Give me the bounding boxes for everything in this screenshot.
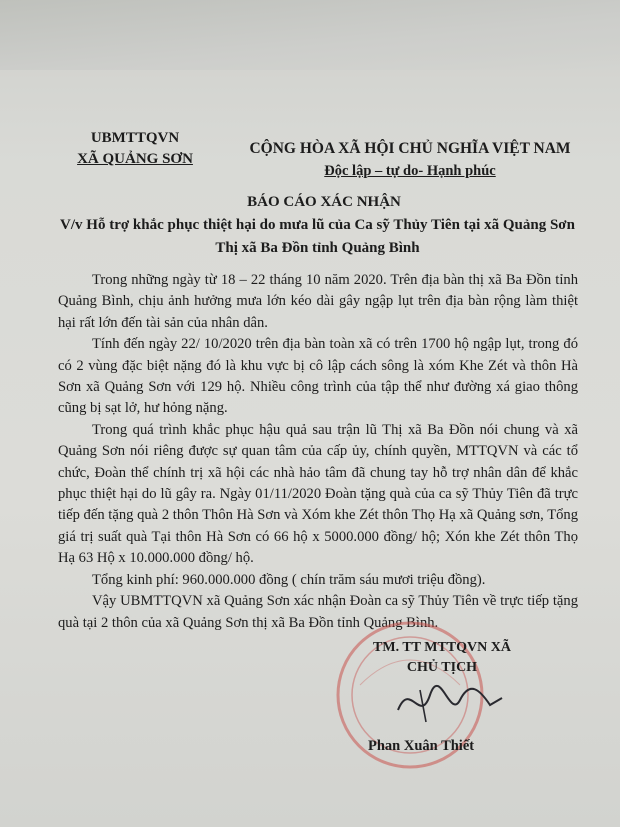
organization-name: UBMTTQVN [90, 130, 180, 146]
subject-line-1: V/v Hỗ trợ khắc phục thiệt hại do mưa lũ của Ca sỹ Thủy Tiên tại xã Quảng Sơn [60, 217, 575, 233]
signature-title-line1: TM. TT MTTQVN XÃ [373, 640, 511, 655]
national-header [245, 138, 575, 182]
paragraph-2: Tính đến ngày 22/ 10/2020 trên địa bàn toàn xã có trên 1700 hộ ngập lụt, trong đó có 2 vùng đặc biệt nặng đó là khu vực bị cô lập cách sông là xóm Khe Zét và thôn Hà Sơn xã Quảng Sơn với 129 hộ. Nhiều công trình của tập thể như đường xá giao thông cũng bị sạt lở, hư hỏng nặng. [58, 336, 578, 417]
document-body [58, 270, 578, 634]
country-name: CỘNG HÒA XÃ HỘI CHỦ NGHĨA VIỆT NAM [249, 140, 571, 157]
paragraph-3: Trong quá trình khắc phục hậu quả sau trận lũ Thị xã Ba Đồn nói chung và xã Quảng Sơn nói riêng được sự quan tâm của cấp ủy, chính quyền, MTTQVN và các tổ chức, Đoàn thể chính trị xã hội các nhà hảo tâm đã chung tay hỗ trợ nhân dân để khắc phục thiệt hại do lũ gây ra. Ngày 01/11/2020 Đoàn tặng quà của ca sỹ Thủy Tiên đã trực tiếp đến tặng quà 2 thôn Thôn Hà Sơn và Xóm khe Zét thôn Thọ Hạ xã Quảng sơn, Tổng giá trị suất quà Tại thôn Hà Sơn có 66 hộ x 5000.000 đồng/ hộ; Xón khe Zét thôn Thọ Hạ 63 Hộ x 10.000.000 đồng/ hộ. [58, 421, 578, 567]
organization-header [50, 128, 220, 170]
national-motto: Độc lập – tự do- Hạnh phúc [324, 163, 496, 179]
signer-name: Phan Xuân Thiết [368, 738, 475, 754]
document-title: BÁO CÁO XÁC NHẬN [247, 194, 401, 210]
paragraph-4: Tổng kinh phí: 960.000.000 đồng ( chín trăm sáu mươi triệu đồng). [92, 571, 486, 588]
document-subject [30, 214, 605, 260]
subject-line-2: Thị xã Ba Đồn tỉnh Quảng Bình [215, 240, 420, 256]
paragraph-5: Vậy UBMTTQVN xã Quảng Sơn xác nhận Đoàn ca sỹ Thủy Tiên về trực tiếp tặng quà tại 2 thôn của xã Quảng Sơn thị xã Ba Đồn tỉnh Quảng Bình. [58, 593, 578, 631]
paragraph-1: Trong những ngày từ 18 – 22 tháng 10 năm 2020. Trên địa bàn thị xã Ba Đồn tỉnh Quảng Bình, chịu ảnh hưởng mưa lớn kéo dài gây ngập lụt trên địa bàn rộng làm thiệt hại rất lớn đến tài sản của nhân dân. [58, 272, 578, 331]
paper-fold-shadow [0, 0, 620, 70]
signature-block [352, 638, 532, 678]
commune-name: XÃ QUẢNG SƠN [77, 151, 193, 167]
handwritten-signature-icon [390, 670, 510, 730]
signature-title-line2: CHỦ TỊCH [406, 660, 478, 675]
